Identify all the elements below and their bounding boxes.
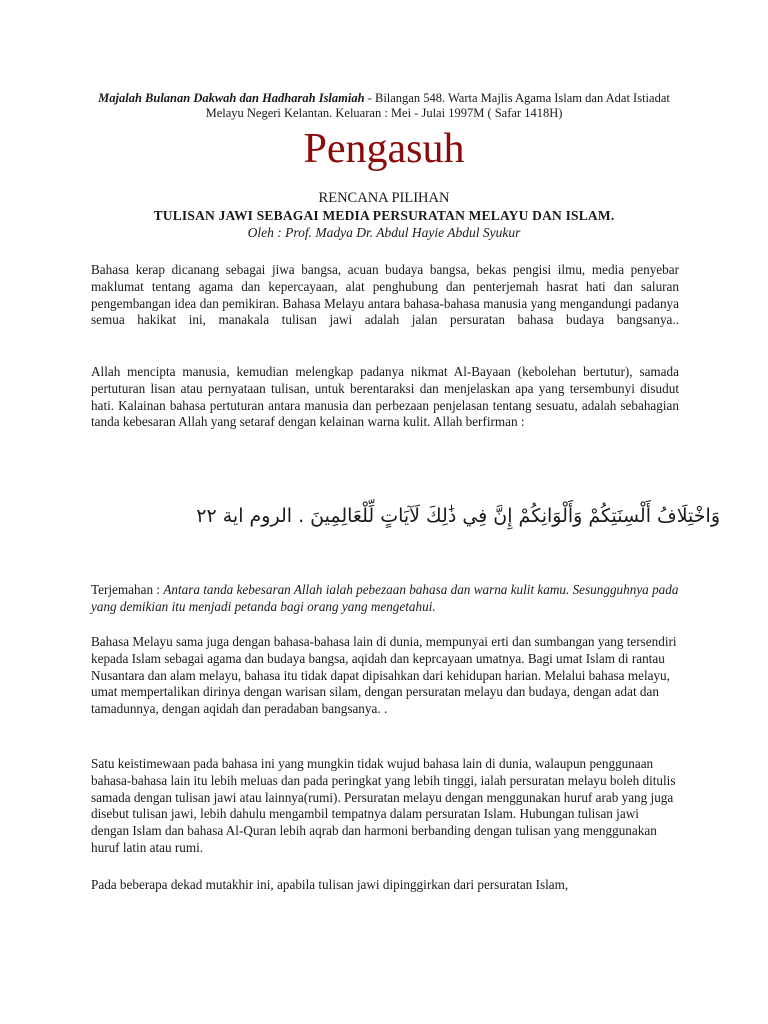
paragraph-1: Bahasa kerap dicanang sebagai jiwa bangsa, acuan budaya bangsa, bekas pengisi ilmu, media penyebar maklumat tentang agama dan kepercayaan, alat penghubung dan penterjemah hasrat hati dan saluran pengembangan idea dan pemikiran. Bahasa Melayu antara bahasa-bahasa manusia yang mengandungi padanya semua hakikat ini, manakala tulisan jawi adalah jalan persuratan bahasa budaya bangsanya..: [91, 262, 679, 328]
article-title: TULISAN JAWI SEBAGAI MEDIA PERSURATAN MELAYU DAN ISLAM.: [153, 208, 615, 223]
paragraph-3: Bahasa Melayu sama juga dengan bahasa-bahasa lain di dunia, mempunyai erti dan sumbangan yang tersendiri kepada Islam sebagai agama dan budaya bangsa, aqidah dan keprcayaan umatnya. Bagi umat Islam di rantau Nusantara dan alam melayu, bahasa itu tidak dapat dipisahkan dari kehidupan harian. Melalui bahasa melayu, umat mempertalikan dirinya dengan warisan silam, dengan persuratan melayu dan budaya, dengan adat dan tamadunnya, dengan aqidah dan peradaban bangsanya. .: [91, 634, 677, 717]
masthead: [80, 91, 688, 121]
quran-verse: وَاخْتِلَافُ أَلْسِنَتِكُمْ وَأَلْوَانِكُمْ إِنَّ فِي ذَٰلِكَ لَآيَاتٍ لِّلْعَالِمِينَ . الروم اية ٢٢: [196, 505, 720, 527]
paragraph-5: Pada beberapa dekad mutakhir ini, apabila tulisan jawi dipinggirkan dari persuratan Islam,: [91, 877, 569, 892]
paragraph-4: Satu keistimewaan pada bahasa ini yang mungkin tidak wujud bahasa lain di dunia, walaupun penggunaan bahasa-bahasa lain itu lebih meluas dan pada peringkat yang lebih tinggi, ialah persuratan melayu boleh ditulis samada dengan tulisan jawi atau lainnya(rumi). Persuratan melayu dengan menggunakan huruf arab yang juga disebut tulisan jawi, lebih dahulu mengambil tempatnya dalam persuratan Islam. Hubungan tulisan jawi dengan Islam dan bahasa Al-Quran lebih aqrab dan harmoni berbanding dengan tulisan yang menggunakan huruf latin atau rumi.: [91, 756, 676, 855]
paragraph-2: Allah mencipta manusia, kemudian melengkap padanya nikmat Al-Bayaan (kebolehan bertutur), samada pertuturan lisan atau pernyataan tulisan, untuk berentaraksi dan menjelaskan apa yang tersembunyi disudut hati. Kalainan bahasa pertuturan antara manusia dan perbezaan penjelasan tentang sesuatu, adalah sebahagian tanda kebesaran Allah yang setaraf dengan kelainan warna kulit. Allah berfirman :: [91, 364, 679, 430]
translation-text: Antara tanda kebesaran Allah ialah pebezaan bahasa dan warna kulit kamu. Sesungguhnya pada yang demikian itu menjadi petanda bagi orang yang mengetahui.: [91, 582, 679, 614]
issue-details: - Bilangan 548. Warta Majlis Agama Islam dan Adat Istiadat Melayu Negeri Kelantan. Keluaran : Mei - Julai 1997M ( Safar 1418H): [205, 91, 670, 120]
magazine-name: Majalah Bulanan Dakwah dan Hadharah Islamiah: [98, 91, 365, 105]
translation: [91, 581, 691, 615]
byline: Oleh : Prof. Madya Dr. Abdul Hayie Abdul Syukur: [247, 225, 521, 240]
section-label: RENCANA PILIHAN: [318, 190, 450, 206]
translation-label: Terjemahan :: [91, 582, 164, 597]
page-title: Pengasuh: [303, 126, 465, 172]
